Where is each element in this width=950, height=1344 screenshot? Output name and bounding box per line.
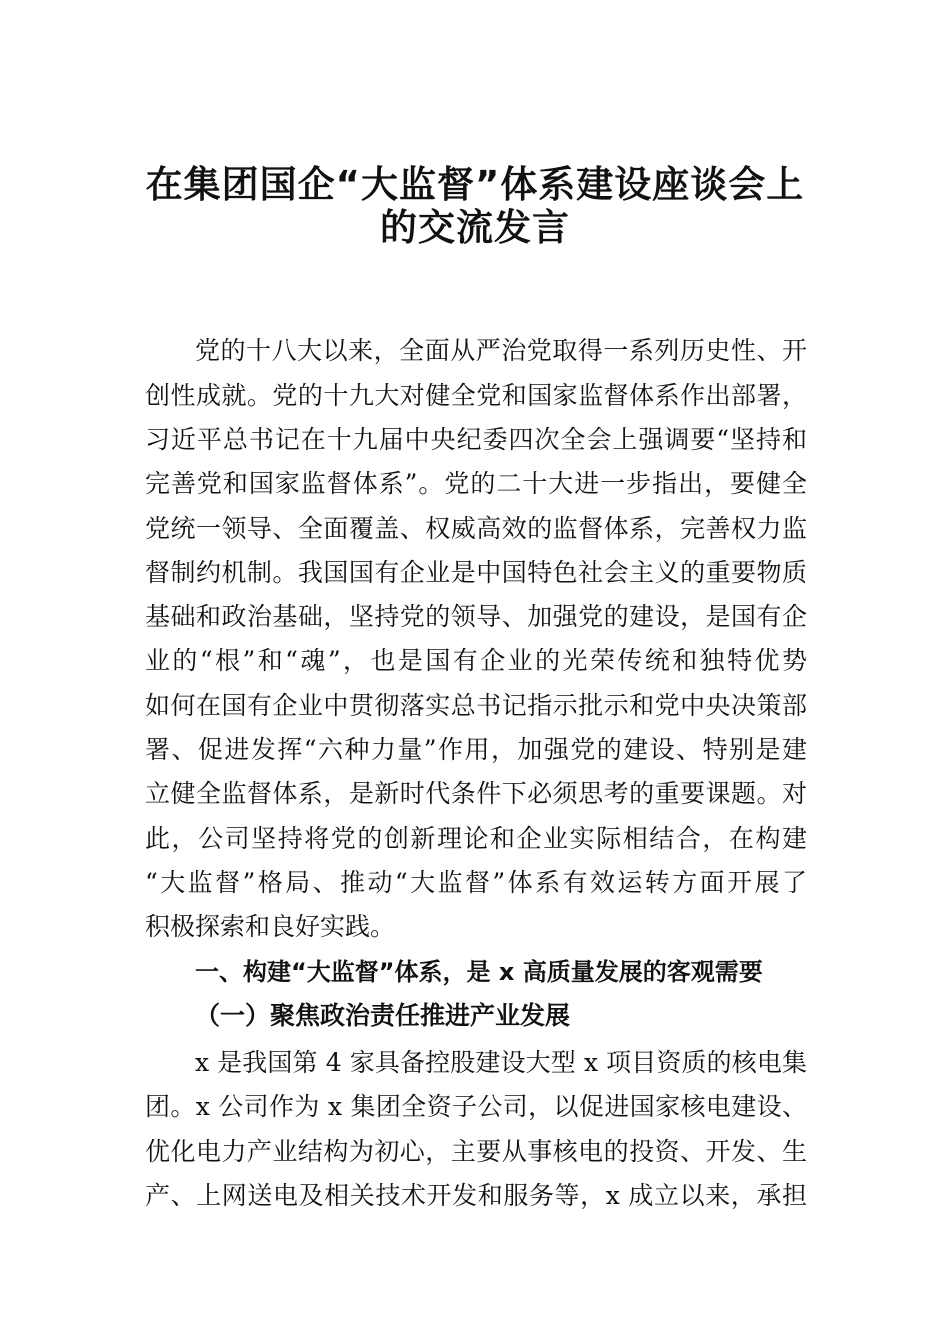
paragraph-1-line: 督制约机制。我国国有企业是中国特色社会主义的重要物质 (145, 558, 807, 587)
paragraph-1-line: 业的“根”和“魂”，也是国有企业的光荣传统和独特优势 (145, 646, 807, 675)
paragraph-1-line: 署、促进发挥“六种力量”作用，加强党的建设、特别是建 (145, 735, 807, 764)
paragraph-1-line: 立健全监督体系，是新时代条件下必须思考的重要课题。对 (145, 779, 807, 808)
paragraph-1-line: 党的十八大以来，全面从严治党取得一系列历史性、开 (195, 336, 807, 365)
subsection-heading-1: （一）聚焦政治责任推进产业发展 (195, 1001, 571, 1030)
document-title-line-1: 在集团国企“大监督”体系建设座谈会上 (145, 163, 805, 206)
paragraph-1-line: 创性成就。党的十九大对健全党和国家监督体系作出部署， (145, 381, 807, 410)
paragraph-2-line: 优化电力产业结构为初心，主要从事核电的投资、开发、生 (145, 1137, 807, 1166)
paragraph-1-line: “大监督”格局、推动“大监督”体系有效运转方面开展了 (145, 868, 807, 897)
paragraph-1-line: 党统一领导、全面覆盖、权威高效的监督体系，完善权力监 (145, 514, 807, 543)
paragraph-1-line: 习近平总书记在十九届中央纪委四次全会上强调要“坚持和 (145, 425, 807, 454)
paragraph-1-line: 积极探索和良好实践。 (145, 912, 396, 941)
paragraph-1-line: 基础和政治基础，坚持党的领导、加强党的建设，是国有企 (145, 602, 807, 631)
paragraph-1-line: 如何在国有企业中贯彻落实总书记指示批示和党中央决策部 (145, 691, 807, 720)
document-title-line-2: 的交流发言 (380, 206, 570, 249)
paragraph-1-line: 完善党和国家监督体系”。党的二十大进一步指出，要健全 (145, 469, 807, 498)
paragraph-2-line: 团。x 公司作为 x 集团全资子公司，以促进国家核电建设、 (145, 1092, 807, 1121)
paragraph-2-line: x 是我国第 4 家具备控股建设大型 x 项目资质的核电集 (195, 1048, 807, 1077)
paragraph-2-line: 产、上网送电及相关技术开发和服务等，x 成立以来，承担 (145, 1181, 807, 1210)
paragraph-1-line: 此，公司坚持将党的创新理论和企业实际相结合，在构建 (145, 824, 807, 853)
section-heading-1: 一、构建“大监督”体系，是 x 高质量发展的客观需要 (195, 958, 763, 986)
